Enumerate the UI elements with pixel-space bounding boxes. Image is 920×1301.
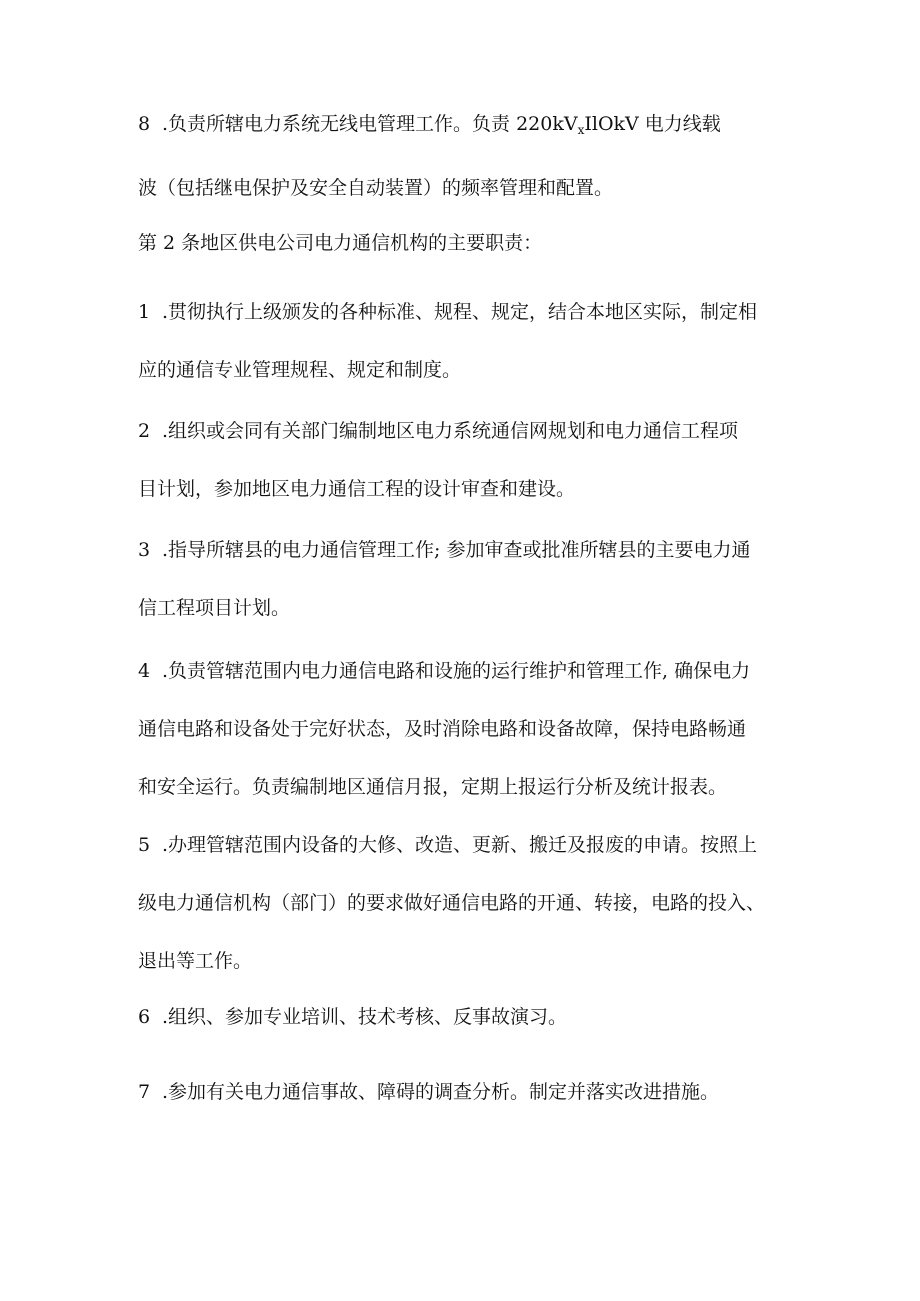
paragraph-line — [138, 988, 798, 1046]
paragraph-text: .办理管辖范围内设备的大修、改造、更新、搬迁及报废的申请。按照上 — [162, 834, 758, 856]
paragraph-item-7 — [138, 1063, 798, 1121]
item-number: 4 — [138, 660, 151, 682]
item-number: 8 — [138, 113, 151, 135]
heading-text: 第 2 条地区供电公司电力通信机构的主要职责： — [138, 232, 543, 254]
item-number: 5 — [138, 834, 151, 856]
paragraph-line — [138, 1063, 798, 1121]
paragraph-text: .组织、参加专业培训、技术考核、反事故演习。 — [162, 1006, 568, 1028]
paragraph-text: .负责所辖电力系统无线电管理工作。负责 220kV — [162, 113, 578, 135]
paragraph-line: 波（包括继电保护及安全自动装置）的频率管理和配置。 — [138, 177, 614, 199]
paragraph-line: 信工程项目计划。 — [138, 597, 291, 619]
item-number: 2 — [138, 420, 151, 442]
paragraph-line: 应的通信专业管理规程、规定和制度。 — [138, 359, 462, 381]
paragraph-text: .参加有关电力通信事故、障碍的调查分析。制定并落实改进措施。 — [162, 1081, 720, 1103]
item-number: 3 — [138, 539, 151, 561]
paragraph-line: 通信电路和设备处于完好状态，及时消除电路和设备故障，保持电路畅通 — [138, 718, 747, 740]
paragraph-line — [138, 283, 798, 341]
paragraph-line — [138, 402, 798, 460]
paragraph-line: 级电力通信机构（部门）的要求做好通信电路的开通、转接，电路的投入、 — [138, 892, 766, 914]
paragraph-line: 退出等工作。 — [138, 950, 253, 972]
paragraph-item-8 — [138, 95, 798, 217]
paragraph-item-5 — [138, 816, 798, 990]
paragraph-line: 和安全运行。负责编制地区通信月报，定期上报运行分析及统计报表。 — [138, 776, 728, 798]
paragraph-text: .贯彻执行上级颁发的各种标准、规程、规定，结合本地区实际，制定相 — [162, 301, 758, 323]
item-number: 7 — [138, 1081, 151, 1103]
paragraph-line — [138, 642, 798, 700]
paragraph-line — [138, 816, 798, 874]
paragraph-text: .负责管辖范围内电力通信电路和设施的运行维护和管理工作, 确保电力 — [162, 660, 751, 682]
paragraph-line: 目计划，参加地区电力通信工程的设计审查和建设。 — [138, 478, 576, 500]
subscript-text: x — [577, 123, 585, 137]
item-number: 6 — [138, 1006, 151, 1028]
paragraph-item-3 — [138, 521, 798, 637]
paragraph-line — [138, 521, 798, 579]
paragraph-text: .组织或会同有关部门编制地区电力系统通信网规划和电力通信工程项 — [162, 420, 739, 442]
section-heading — [138, 214, 798, 272]
paragraph-text: IlOkV 电力线载 — [584, 113, 721, 135]
paragraph-item-1 — [138, 283, 798, 399]
paragraph-item-4 — [138, 642, 798, 816]
paragraph-line — [138, 95, 798, 159]
paragraph-text: .指导所辖县的电力通信管理工作; 参加审查或批准所辖县的主要电力通 — [162, 539, 751, 561]
paragraph-item-6 — [138, 988, 798, 1046]
paragraph-item-2 — [138, 402, 798, 518]
item-number: 1 — [138, 301, 151, 323]
